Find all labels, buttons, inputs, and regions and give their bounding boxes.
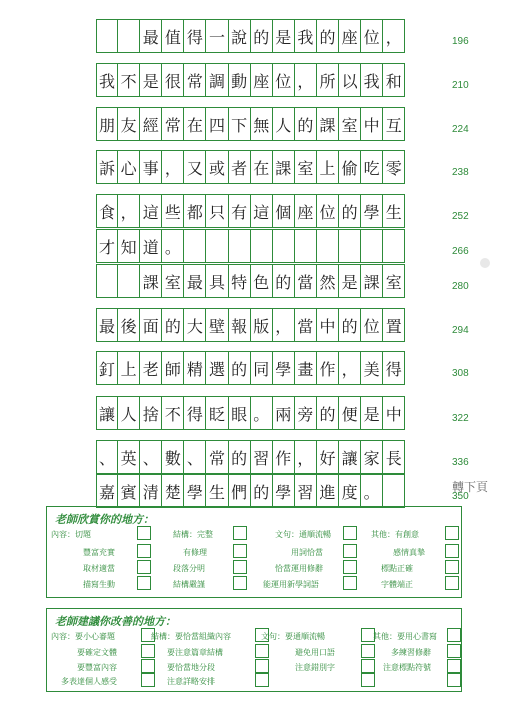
grid-cell: 的 bbox=[251, 19, 273, 53]
grid-cell: 下 bbox=[229, 107, 251, 141]
grid-cell: 才 bbox=[96, 229, 118, 263]
criterion-checkbox[interactable] bbox=[343, 526, 357, 540]
grid-cell: 長 bbox=[383, 440, 405, 474]
paper-speck bbox=[480, 258, 490, 268]
grid-cell: 當 bbox=[295, 264, 317, 298]
criterion-checkbox[interactable] bbox=[233, 544, 247, 558]
criterion-label: 多表達個人感受 bbox=[61, 677, 117, 686]
grid-cell: ， bbox=[339, 351, 361, 385]
grid-cell: 面 bbox=[140, 308, 162, 342]
grid-cell: 課 bbox=[317, 107, 339, 141]
grid-cell: 、 bbox=[140, 440, 162, 474]
grid-cell: 一 bbox=[206, 19, 228, 53]
criterion-checkbox[interactable] bbox=[141, 673, 155, 687]
grid-cell: 中 bbox=[317, 308, 339, 342]
grid-cell: 中 bbox=[383, 396, 405, 430]
grid-cell: 食 bbox=[96, 194, 118, 228]
criterion-checkbox[interactable] bbox=[141, 644, 155, 658]
grid-cell: 知 bbox=[118, 229, 140, 263]
grid-cell: 同 bbox=[251, 351, 273, 385]
grid-cell: 眼 bbox=[229, 396, 251, 430]
grid-cell: 室 bbox=[162, 264, 184, 298]
criterion-label: 其他：要用心書寫 bbox=[373, 632, 437, 641]
grid-cell: 動 bbox=[229, 63, 251, 97]
grid-cell: 讓 bbox=[96, 396, 118, 430]
grid-cell: 的 bbox=[339, 308, 361, 342]
grid-cell: 互 bbox=[383, 107, 405, 141]
grid-cell bbox=[96, 264, 118, 298]
grid-cell: 在 bbox=[184, 107, 206, 141]
grid-cell: 的 bbox=[317, 19, 339, 53]
grid-cell: 的 bbox=[229, 440, 251, 474]
grid-cell: 作 bbox=[273, 440, 295, 474]
grid-cell: 四 bbox=[206, 107, 228, 141]
criterion-checkbox[interactable] bbox=[343, 576, 357, 590]
grid-cell: 生 bbox=[206, 474, 228, 508]
row-count-label: 350 bbox=[452, 491, 469, 502]
praise-title: 老師欣賞你的地方： bbox=[55, 513, 154, 526]
grid-cell: 後 bbox=[118, 308, 140, 342]
grid-cell: 個 bbox=[273, 194, 295, 228]
grid-cell: 特 bbox=[229, 264, 251, 298]
grid-cell bbox=[229, 229, 251, 263]
criterion-label: 要豐富內容 bbox=[77, 663, 117, 672]
criterion-checkbox[interactable] bbox=[233, 576, 247, 590]
criterion-label: 文句：要通順流暢 bbox=[261, 632, 325, 641]
grid-cell: 只 bbox=[206, 194, 228, 228]
grid-cell: 朋 bbox=[96, 107, 118, 141]
grid-cell: ， bbox=[295, 440, 317, 474]
grid-cell: 便 bbox=[339, 396, 361, 430]
grid-cell: 經 bbox=[140, 107, 162, 141]
grid-cell: 吃 bbox=[361, 150, 383, 184]
criterion-checkbox[interactable] bbox=[361, 644, 375, 658]
grid-cell: 學 bbox=[273, 351, 295, 385]
grid-cell: 中 bbox=[361, 107, 383, 141]
criterion-checkbox[interactable] bbox=[233, 560, 247, 574]
criterion-label: 用詞恰當 bbox=[291, 548, 323, 557]
grid-cell: 畫 bbox=[295, 351, 317, 385]
grid-cell: 常 bbox=[206, 440, 228, 474]
grid-cell: 座 bbox=[295, 194, 317, 228]
grid-cell: 課 bbox=[140, 264, 162, 298]
grid-row bbox=[96, 308, 405, 342]
grid-cell: 室 bbox=[383, 264, 405, 298]
grid-cell: 家 bbox=[361, 440, 383, 474]
grid-cell: 選 bbox=[206, 351, 228, 385]
criterion-label: 結構：完整 bbox=[173, 530, 213, 539]
grid-cell bbox=[118, 264, 140, 298]
grid-cell: 所 bbox=[317, 63, 339, 97]
grid-cell: 得 bbox=[184, 19, 206, 53]
grid-cell: ， bbox=[383, 19, 405, 53]
criterion-label: 感情真摯 bbox=[393, 548, 425, 557]
grid-cell: 版 bbox=[251, 308, 273, 342]
grid-cell: 學 bbox=[184, 474, 206, 508]
grid-cell: 以 bbox=[339, 63, 361, 97]
grid-cell: 課 bbox=[273, 150, 295, 184]
criterion-checkbox[interactable] bbox=[343, 560, 357, 574]
criterion-label: 取材適當 bbox=[83, 564, 115, 573]
grid-cell: 上 bbox=[118, 351, 140, 385]
grid-cell: 色 bbox=[251, 264, 273, 298]
grid-cell: 美 bbox=[361, 351, 383, 385]
grid-cell: ， bbox=[295, 63, 317, 97]
grid-cell: 壁 bbox=[206, 308, 228, 342]
improve-panel bbox=[46, 608, 462, 692]
grid-cell: 的 bbox=[339, 194, 361, 228]
criterion-label: 段落分明 bbox=[173, 564, 205, 573]
grid-cell: 位 bbox=[361, 19, 383, 53]
grid-cell: 的 bbox=[317, 396, 339, 430]
grid-cell: 最 bbox=[96, 308, 118, 342]
criterion-checkbox[interactable] bbox=[255, 659, 269, 673]
grid-cell bbox=[206, 229, 228, 263]
grid-cell: 位 bbox=[317, 194, 339, 228]
grid-cell: 又 bbox=[184, 150, 206, 184]
grid-cell: 習 bbox=[295, 474, 317, 508]
grid-cell bbox=[96, 19, 118, 53]
grid-cell: 我 bbox=[295, 19, 317, 53]
grid-cell: 友 bbox=[118, 107, 140, 141]
criterion-label: 要恰當地分段 bbox=[167, 663, 215, 672]
grid-cell: 在 bbox=[251, 150, 273, 184]
criterion-checkbox[interactable] bbox=[447, 644, 461, 658]
grid-cell: 精 bbox=[184, 351, 206, 385]
grid-cell: 兩 bbox=[273, 396, 295, 430]
grid-row bbox=[96, 264, 405, 298]
grid-cell: 學 bbox=[273, 474, 295, 508]
grid-cell: 很 bbox=[162, 63, 184, 97]
criterion-label: 標點正確 bbox=[381, 564, 413, 573]
row-count-label: 210 bbox=[452, 80, 469, 91]
grid-cell: 這 bbox=[251, 194, 273, 228]
grid-cell: 度 bbox=[339, 474, 361, 508]
grid-cell: 。 bbox=[251, 396, 273, 430]
grid-cell: 這 bbox=[140, 194, 162, 228]
grid-cell: 的 bbox=[162, 308, 184, 342]
criterion-checkbox[interactable] bbox=[447, 673, 461, 687]
grid-cell: 心 bbox=[118, 150, 140, 184]
grid-row bbox=[96, 396, 405, 430]
grid-cell bbox=[383, 229, 405, 263]
grid-cell bbox=[251, 229, 273, 263]
grid-cell: 不 bbox=[118, 63, 140, 97]
grid-cell: 說 bbox=[229, 19, 251, 53]
criterion-label: 結構嚴謹 bbox=[173, 580, 205, 589]
grid-cell: 讓 bbox=[339, 440, 361, 474]
criterion-label: 注意標點符號 bbox=[383, 663, 431, 672]
criterion-checkbox[interactable] bbox=[445, 560, 459, 574]
grid-cell: 都 bbox=[184, 194, 206, 228]
grid-cell: 作 bbox=[317, 351, 339, 385]
criterion-label: 其他：有創意 bbox=[371, 530, 419, 539]
grid-cell: 的 bbox=[273, 264, 295, 298]
criterion-label: 結構：要恰當組織內容 bbox=[151, 632, 231, 641]
row-count-label: 266 bbox=[452, 246, 469, 257]
grid-cell: 、 bbox=[184, 440, 206, 474]
criterion-checkbox[interactable] bbox=[141, 659, 155, 673]
grid-cell: 是 bbox=[140, 63, 162, 97]
criterion-checkbox[interactable] bbox=[445, 544, 459, 558]
grid-cell: 置 bbox=[383, 308, 405, 342]
grid-cell bbox=[184, 229, 206, 263]
grid-cell: 人 bbox=[273, 107, 295, 141]
grid-cell: 座 bbox=[339, 19, 361, 53]
criterion-label: 豐富充實 bbox=[83, 548, 115, 557]
grid-cell: 最 bbox=[184, 264, 206, 298]
grid-cell: 道 bbox=[140, 229, 162, 263]
grid-cell: 常 bbox=[184, 63, 206, 97]
grid-cell: 或 bbox=[206, 150, 228, 184]
grid-row bbox=[96, 440, 405, 474]
grid-cell: 位 bbox=[273, 63, 295, 97]
grid-cell: 有 bbox=[229, 194, 251, 228]
criterion-label: 文句：通順流暢 bbox=[275, 530, 331, 539]
row-count-label: 224 bbox=[452, 124, 469, 135]
grid-cell: 不 bbox=[162, 396, 184, 430]
criterion-checkbox[interactable] bbox=[447, 659, 461, 673]
grid-row bbox=[96, 63, 405, 97]
criterion-label: 字體端正 bbox=[381, 580, 413, 589]
grid-cell: 楚 bbox=[162, 474, 184, 508]
grid-row bbox=[96, 150, 405, 184]
grid-cell: 們 bbox=[229, 474, 251, 508]
criterion-label: 有條理 bbox=[183, 548, 207, 557]
grid-cell: 。 bbox=[162, 229, 184, 263]
criterion-checkbox[interactable] bbox=[445, 576, 459, 590]
grid-cell: ， bbox=[162, 150, 184, 184]
criterion-checkbox[interactable] bbox=[343, 544, 357, 558]
grid-cell bbox=[118, 19, 140, 53]
criterion-checkbox[interactable] bbox=[445, 526, 459, 540]
grid-cell bbox=[339, 229, 361, 263]
criterion-label: 注意詳略安排 bbox=[167, 677, 215, 686]
criterion-checkbox[interactable] bbox=[233, 526, 247, 540]
grid-cell: 、 bbox=[96, 440, 118, 474]
grid-cell: 捨 bbox=[140, 396, 162, 430]
grid-cell bbox=[383, 474, 405, 508]
grid-cell: 老 bbox=[140, 351, 162, 385]
grid-cell: 訴 bbox=[96, 150, 118, 184]
grid-cell: 的 bbox=[295, 107, 317, 141]
grid-cell: 清 bbox=[140, 474, 162, 508]
criterion-checkbox[interactable] bbox=[447, 628, 461, 642]
grid-cell: 常 bbox=[162, 107, 184, 141]
grid-cell: 。 bbox=[361, 474, 383, 508]
grid-cell: 旁 bbox=[295, 396, 317, 430]
grid-cell: 課 bbox=[361, 264, 383, 298]
criterion-label: 要確定文體 bbox=[77, 648, 117, 657]
row-count-label: 308 bbox=[452, 368, 469, 379]
grid-cell: 眨 bbox=[206, 396, 228, 430]
grid-row bbox=[96, 194, 405, 228]
grid-row bbox=[96, 19, 405, 53]
grid-cell: 釘 bbox=[96, 351, 118, 385]
grader-note: 轉下頁 bbox=[452, 480, 489, 494]
criterion-checkbox[interactable] bbox=[255, 673, 269, 687]
grid-cell: 習 bbox=[251, 440, 273, 474]
grid-row bbox=[96, 351, 405, 385]
grid-cell: 人 bbox=[118, 396, 140, 430]
grid-cell: 偷 bbox=[339, 150, 361, 184]
criterion-checkbox[interactable] bbox=[137, 526, 151, 540]
criterion-checkbox[interactable] bbox=[137, 560, 151, 574]
grid-cell: 師 bbox=[162, 351, 184, 385]
grid-cell: 調 bbox=[206, 63, 228, 97]
row-count-label: 280 bbox=[452, 281, 469, 292]
grid-cell: 位 bbox=[361, 308, 383, 342]
criterion-checkbox[interactable] bbox=[137, 544, 151, 558]
criterion-label: 注意錯別字 bbox=[295, 663, 335, 672]
criterion-label: 描寫生動 bbox=[83, 580, 115, 589]
row-count-label: 294 bbox=[452, 325, 469, 336]
grid-cell: 上 bbox=[317, 150, 339, 184]
row-count-label: 322 bbox=[452, 413, 469, 424]
grid-cell: 無 bbox=[251, 107, 273, 141]
criterion-checkbox[interactable] bbox=[361, 673, 375, 687]
grid-cell: 是 bbox=[361, 396, 383, 430]
grid-cell: 大 bbox=[184, 308, 206, 342]
criterion-label: 能運用新學詞語 bbox=[263, 580, 319, 589]
criterion-label: 避免用口語 bbox=[295, 648, 335, 657]
grid-cell: 室 bbox=[295, 150, 317, 184]
grid-cell: 好 bbox=[317, 440, 339, 474]
grid-cell: 得 bbox=[184, 396, 206, 430]
row-count-label: 238 bbox=[452, 167, 469, 178]
grid-cell: 是 bbox=[339, 264, 361, 298]
grid-cell: 數 bbox=[162, 440, 184, 474]
grid-cell: ， bbox=[118, 194, 140, 228]
grid-cell: 然 bbox=[317, 264, 339, 298]
grid-row bbox=[96, 229, 405, 263]
grid-cell: 者 bbox=[229, 150, 251, 184]
improve-title: 老師建議你改善的地方： bbox=[55, 615, 176, 628]
criterion-checkbox[interactable] bbox=[137, 576, 151, 590]
grid-cell: 我 bbox=[96, 63, 118, 97]
grid-cell: 事 bbox=[140, 150, 162, 184]
grid-cell: 些 bbox=[162, 194, 184, 228]
criterion-label: 內容：切題 bbox=[51, 530, 91, 539]
grid-cell bbox=[295, 229, 317, 263]
grid-cell bbox=[361, 229, 383, 263]
grid-cell: 學 bbox=[361, 194, 383, 228]
grid-cell: 具 bbox=[206, 264, 228, 298]
grid-cell bbox=[317, 229, 339, 263]
grid-cell: 賓 bbox=[118, 474, 140, 508]
grid-cell: 當 bbox=[295, 308, 317, 342]
grid-cell: 得 bbox=[383, 351, 405, 385]
grid-cell: 值 bbox=[162, 19, 184, 53]
row-count-label: 336 bbox=[452, 457, 469, 468]
grid-cell: 是 bbox=[273, 19, 295, 53]
grid-cell: 零 bbox=[383, 150, 405, 184]
criterion-label: 恰當運用修辭 bbox=[275, 564, 323, 573]
grid-cell: 報 bbox=[229, 308, 251, 342]
grid-cell: 最 bbox=[140, 19, 162, 53]
row-count-label: 252 bbox=[452, 211, 469, 222]
grid-cell: 進 bbox=[317, 474, 339, 508]
criterion-checkbox[interactable] bbox=[255, 644, 269, 658]
grid-row bbox=[96, 107, 405, 141]
grid-cell: 嘉 bbox=[96, 474, 118, 508]
grid-cell bbox=[273, 229, 295, 263]
criterion-label: 要注意篇章結構 bbox=[167, 648, 223, 657]
grid-cell: 座 bbox=[251, 63, 273, 97]
criterion-label: 多練習修辭 bbox=[391, 648, 431, 657]
grid-cell: 英 bbox=[118, 440, 140, 474]
grid-row bbox=[96, 474, 405, 508]
grid-cell: 室 bbox=[339, 107, 361, 141]
grid-cell: 和 bbox=[383, 63, 405, 97]
grid-cell: 我 bbox=[361, 63, 383, 97]
row-count-label: 196 bbox=[452, 36, 469, 47]
grid-cell: ， bbox=[273, 308, 295, 342]
grid-cell: 的 bbox=[251, 474, 273, 508]
grid-cell: 的 bbox=[229, 351, 251, 385]
criterion-checkbox[interactable] bbox=[361, 659, 375, 673]
praise-panel bbox=[46, 506, 462, 598]
grid-cell: 生 bbox=[383, 194, 405, 228]
criterion-label: 內容：要小心審題 bbox=[51, 632, 115, 641]
